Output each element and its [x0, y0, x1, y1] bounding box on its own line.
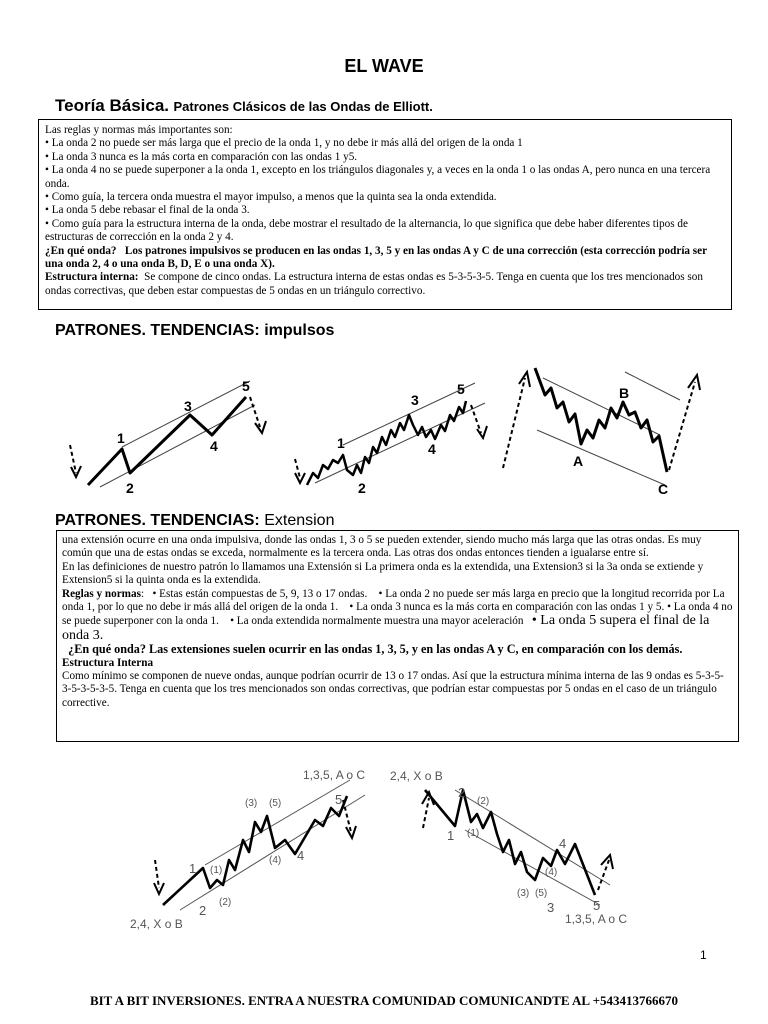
wave-label-3: 3 [411, 392, 419, 408]
document-title: EL WAVE [344, 56, 424, 76]
wave-label-5: 5 [335, 792, 343, 807]
wave-label-2: 2 [126, 480, 134, 496]
page-number: 1 [700, 948, 707, 962]
wave-label-a: A [573, 453, 584, 469]
impulse-diagram-detailed [285, 375, 495, 500]
wave-label-4: 4 [297, 848, 305, 863]
extension-definitions: En las definiciones de nuestro patrón lo llamamos una Extensión si La primera onda es la extendida, una Extension3 si la 3a onda se extiende y Extension5 si la quinta onda es la extendida. [62, 560, 704, 587]
wave-label-4: 4 [210, 438, 218, 454]
rule-line: • La onda 5 debe rebasar el final de la onda 3. [45, 204, 250, 217]
wave-label-4: 4 [559, 836, 567, 851]
sub-label-3: (3) [245, 798, 258, 809]
structure-text: Se compone de cinco ondas. La estructura interna de estas ondas es 5-3-5-3-5. Tenga en cuenta que los tres mencionados son ondas correctivas, que deben estar compuestas de 5 ondas en un triángulo correctivo. [45, 271, 703, 297]
rule-line: • La onda 2 no puede ser más larga que el precio de la onda 1, y no debe ir más allá del origen de la onda 1 [45, 137, 523, 150]
correction-abc-diagram [495, 360, 720, 500]
wave-label-3: 3 [184, 398, 192, 414]
wave-label-3: 3 [547, 900, 555, 915]
structure-label: Estructura interna: [45, 271, 139, 284]
extension-structure-heading [62, 657, 733, 670]
wave-label-1: 1 [337, 435, 345, 451]
sub-label-2: (2) [477, 796, 490, 807]
wave-label-1: 1 [117, 430, 125, 446]
rule-e: • La onda extendida normalmente muestra una mayor aceleración [230, 615, 524, 628]
rule-f: • La onda 5 supera el final de la onda 3. [62, 613, 710, 643]
sub-label-4: (4) [545, 867, 558, 878]
wave-label-2: 2 [458, 785, 466, 800]
extension-label-24: 2,4, X o B [130, 917, 183, 931]
document-subtitle [55, 96, 433, 116]
footer-text: BIT A BIT INVERSIONES. ENTRA A NUESTRA COMUNIDAD COMUNICANDTE AL +543413766670 [89, 993, 679, 1008]
rule-line: • La onda 3 nunca es la más corta en comparación con las ondas 1 y5. [45, 150, 358, 163]
sub-label-1: (1) [210, 865, 223, 876]
wave-label-b: B [619, 385, 630, 401]
extension-which-wave [62, 643, 733, 656]
wave-label-5: 5 [242, 378, 250, 394]
extension-structure-text: Como mínimo se componen de nueve ondas, aunque podrían ocurrir de 13 o 17 ondas. Así que la estructura mínima interna de las 9 ondas es 5-3-5-3-5-3-5-3-5. Tenga en cuenta que los tres mencionados son ondas correctivas, que podrían estar compuestas por 5 ondas en el caso de un triángulo corrective. [62, 670, 724, 709]
structure-paragraph [45, 271, 725, 298]
section-heading-extension [55, 512, 334, 530]
extension-question: ¿En qué onda? Las extensiones suelen ocurrir en las ondas 1, 3, 5, y en las ondas A y C, en comparación con los demás. [68, 642, 683, 657]
rule-c: • La onda 3 nunca es la más corta en comparación con las ondas 1 y 5. [349, 601, 665, 614]
which-wave-question: ¿En qué onda? [45, 244, 117, 257]
wave-label-1: 1 [189, 861, 197, 876]
wave-label-2: 2 [199, 903, 207, 918]
extension-intro: una extensión ocurre en una onda impulsiva, donde las ondas 1, 3 o 5 se pueden extender, siendo mucho más larga que las otras ondas. Es muy común que una de estas ondas se exceda, normalmente es la tercera onda. Las otras dos ondas entonces tienden a igualarse entre sí. [62, 534, 702, 560]
wave-label-4: 4 [428, 441, 436, 457]
section-extension-rest: Extension [264, 512, 335, 529]
sub-label-1: (1) [467, 828, 480, 839]
extension-structure-label: Estructura Interna [62, 656, 154, 669]
which-wave-answer: Los patrones impulsivos se producen en las ondas 1, 3, 5 y en las ondas A y C de una corrección (esta corrección podría ser una onda 2, 4 o una onda B, D, E o una onda X). [45, 244, 707, 271]
wave-label-c: C [658, 481, 669, 497]
wave-label-1: 1 [447, 828, 455, 843]
subtitle-main: Teoría Básica. [55, 96, 170, 115]
section-extension-main: PATRONES. TENDENCIAS: [55, 512, 260, 529]
subtitle-rest: Patrones Clásicos de las Ondas de Elliott. [173, 99, 433, 114]
extension-box [56, 530, 739, 742]
sub-label-4: (4) [269, 855, 282, 866]
extension-label-24: 2,4, X o B [390, 769, 443, 783]
extension-rules: Reglas y normas: • Estas están compuestas de 5, 9, 13 o 17 ondas. • La onda 2 no puede ser más larga en precio que la longitud recorrida por La onda 1, por lo que no debe ir más allá del origen de la onda 1. • La onda 3 nunca es la más corta en comparación con las ondas 1 y 5. • La onda 4 no se puede superponer con la onda 1. • La onda extendida normalmente muestra una mayor aceleración • La onda 5 supera el final de la onda 3. [62, 587, 733, 643]
which-wave-paragraph [45, 245, 725, 272]
rule-line: • Como guía para la estructura interna de la onda, debe mostrar el resultado de la alternancia, lo que significa que debe haber diferentes tipos de estructuras de corrección en la onda 2 y 4. [45, 217, 688, 244]
rule-line: Las reglas y normas más importantes son: [45, 124, 233, 136]
extension-diagram-downtrend [385, 760, 655, 935]
rule-line: • La onda 4 no se puede superponer a la onda 1, excepto en los triángulos diagonales y, a veces en la onda 1 o las ondas A, pero nunca en una tercera onda. [45, 164, 711, 190]
rule-a: • Estas están compuestas de 5, 9, 13 o 17 ondas. [152, 587, 368, 600]
rule-d: • La onda 4 no se puede superponer con la onda 1. [62, 601, 733, 628]
rules-box [38, 119, 732, 310]
extension-diagram-uptrend [125, 760, 375, 940]
wave-label-5: 5 [593, 898, 601, 913]
sub-label-5: (5) [269, 798, 282, 809]
sub-label-5: (5) [535, 888, 548, 899]
rules-label: Reglas y normas [62, 587, 141, 600]
rule-b: • La onda 2 no puede ser más larga en precio que la longitud recorrida por La onda 1, por lo que no debe ir más allá del origen de la onda 1. [62, 587, 725, 614]
wave-label-2: 2 [358, 480, 366, 496]
wave-label-5: 5 [457, 381, 465, 397]
sub-label-2: (2) [219, 897, 232, 908]
section-heading-impulses: PATRONES. TENDENCIAS: impulsos [55, 322, 335, 339]
extension-label-135: 1,3,5, A o C [565, 912, 628, 926]
extension-label-135: 1,3,5, A o C [303, 768, 366, 782]
impulse-diagram-simple [60, 375, 280, 495]
rule-line: • Como guía, la tercera onda muestra el mayor impulso, a menos que la quinta sea la onda extendida. [45, 191, 497, 204]
sub-label-3: (3) [517, 888, 530, 899]
